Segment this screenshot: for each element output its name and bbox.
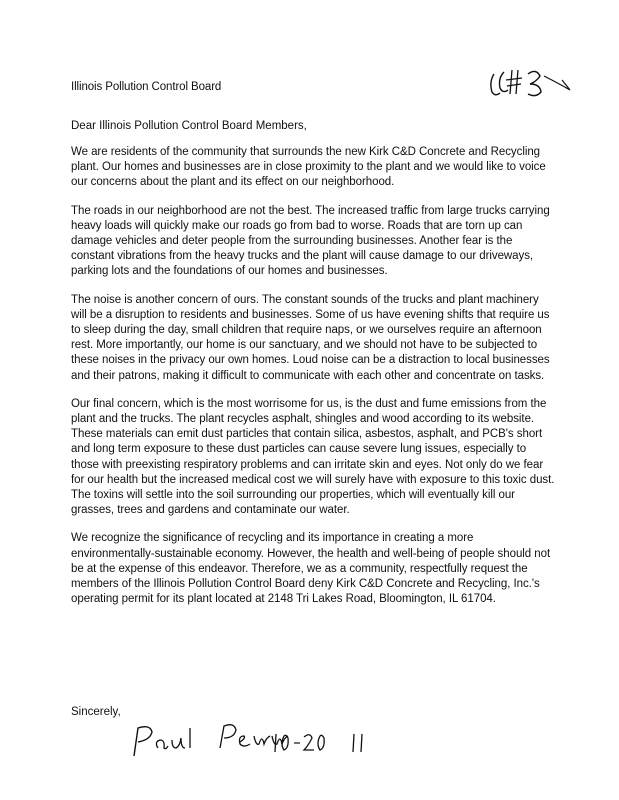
closing: Sincerely,	[71, 706, 121, 718]
paragraph-noise: The noise is another concern of ours. The constant sounds of the trucks and plant machinery will be a disruption to residents and businesses. Some of us have evening shifts that require us to sleep during the day, small children that require naps, or we ourselves require an afternoon rest. More importantly, our home is our sanctuary, and we should not have to be subjected to these noises in the privacy our own homes. Loud noise can be a distraction to local businesses and their patrons, making it difficult to communicate with each other and concentrate on tasks.	[71, 293, 550, 382]
letter-body	[71, 145, 557, 620]
paragraph-introduction: We are residents of the community that surrounds the new Kirk C&D Concrete and Recycling plant. Our homes and businesses are in close proximity to the plant and we would like to voice our concerns about the plant and its effect on our neighborhood.	[71, 146, 546, 189]
paragraph-dust: Our final concern, which is the most worrisome for us, is the dust and fume emissions from the plant and the trucks. The plant recycles asphalt, shingles and wood according to its website. These materials can emit dust particles that contain silica, asbestos, asphalt, and PCB's short and long term exposure to these dust particles can cause severe lung issues, especially to those with preexisting respiratory problems and can irritate skin and eyes. Not only do we fear for our health but the increased medical cost we will surely have with exposure to this toxic dust. The toxins will settle into the soil surrounding our properties, which will eventually kill our grasses, trees and gardens and contaminate our water.	[71, 397, 555, 517]
handwritten-date	[270, 726, 380, 756]
paragraph-roads: The roads in our neighborhood are not the best. The increased traffic from large trucks carrying heavy loads will quickly make our roads go from bad to worse. Roads that are torn up can damage vehicles and deter people from the surrounding businesses. Another fear is the constant vibrations from the heavy trucks and the plant will cause damage to our driveways, parking lots and the foundations of our homes and businesses.	[71, 204, 550, 278]
salutation: Dear Illinois Pollution Control Board Members,	[71, 120, 307, 132]
paragraph-request: We recognize the significance of recycling and its importance in creating a more environmentally-sustainable economy. However, the health and well-being of people should not be at the expense of this endeavor. Therefore, we as a community, respectfully request the members of the Illinois Pollution Control Board deny Kirk C&D Concrete and Recycling, Inc.'s operating permit for its plant located at 2148 Tri Lakes Road, Bloomington, IL 61704.	[71, 532, 551, 606]
recipient-line: Illinois Pollution Control Board	[71, 81, 222, 93]
handwritten-pc-number	[486, 64, 576, 104]
